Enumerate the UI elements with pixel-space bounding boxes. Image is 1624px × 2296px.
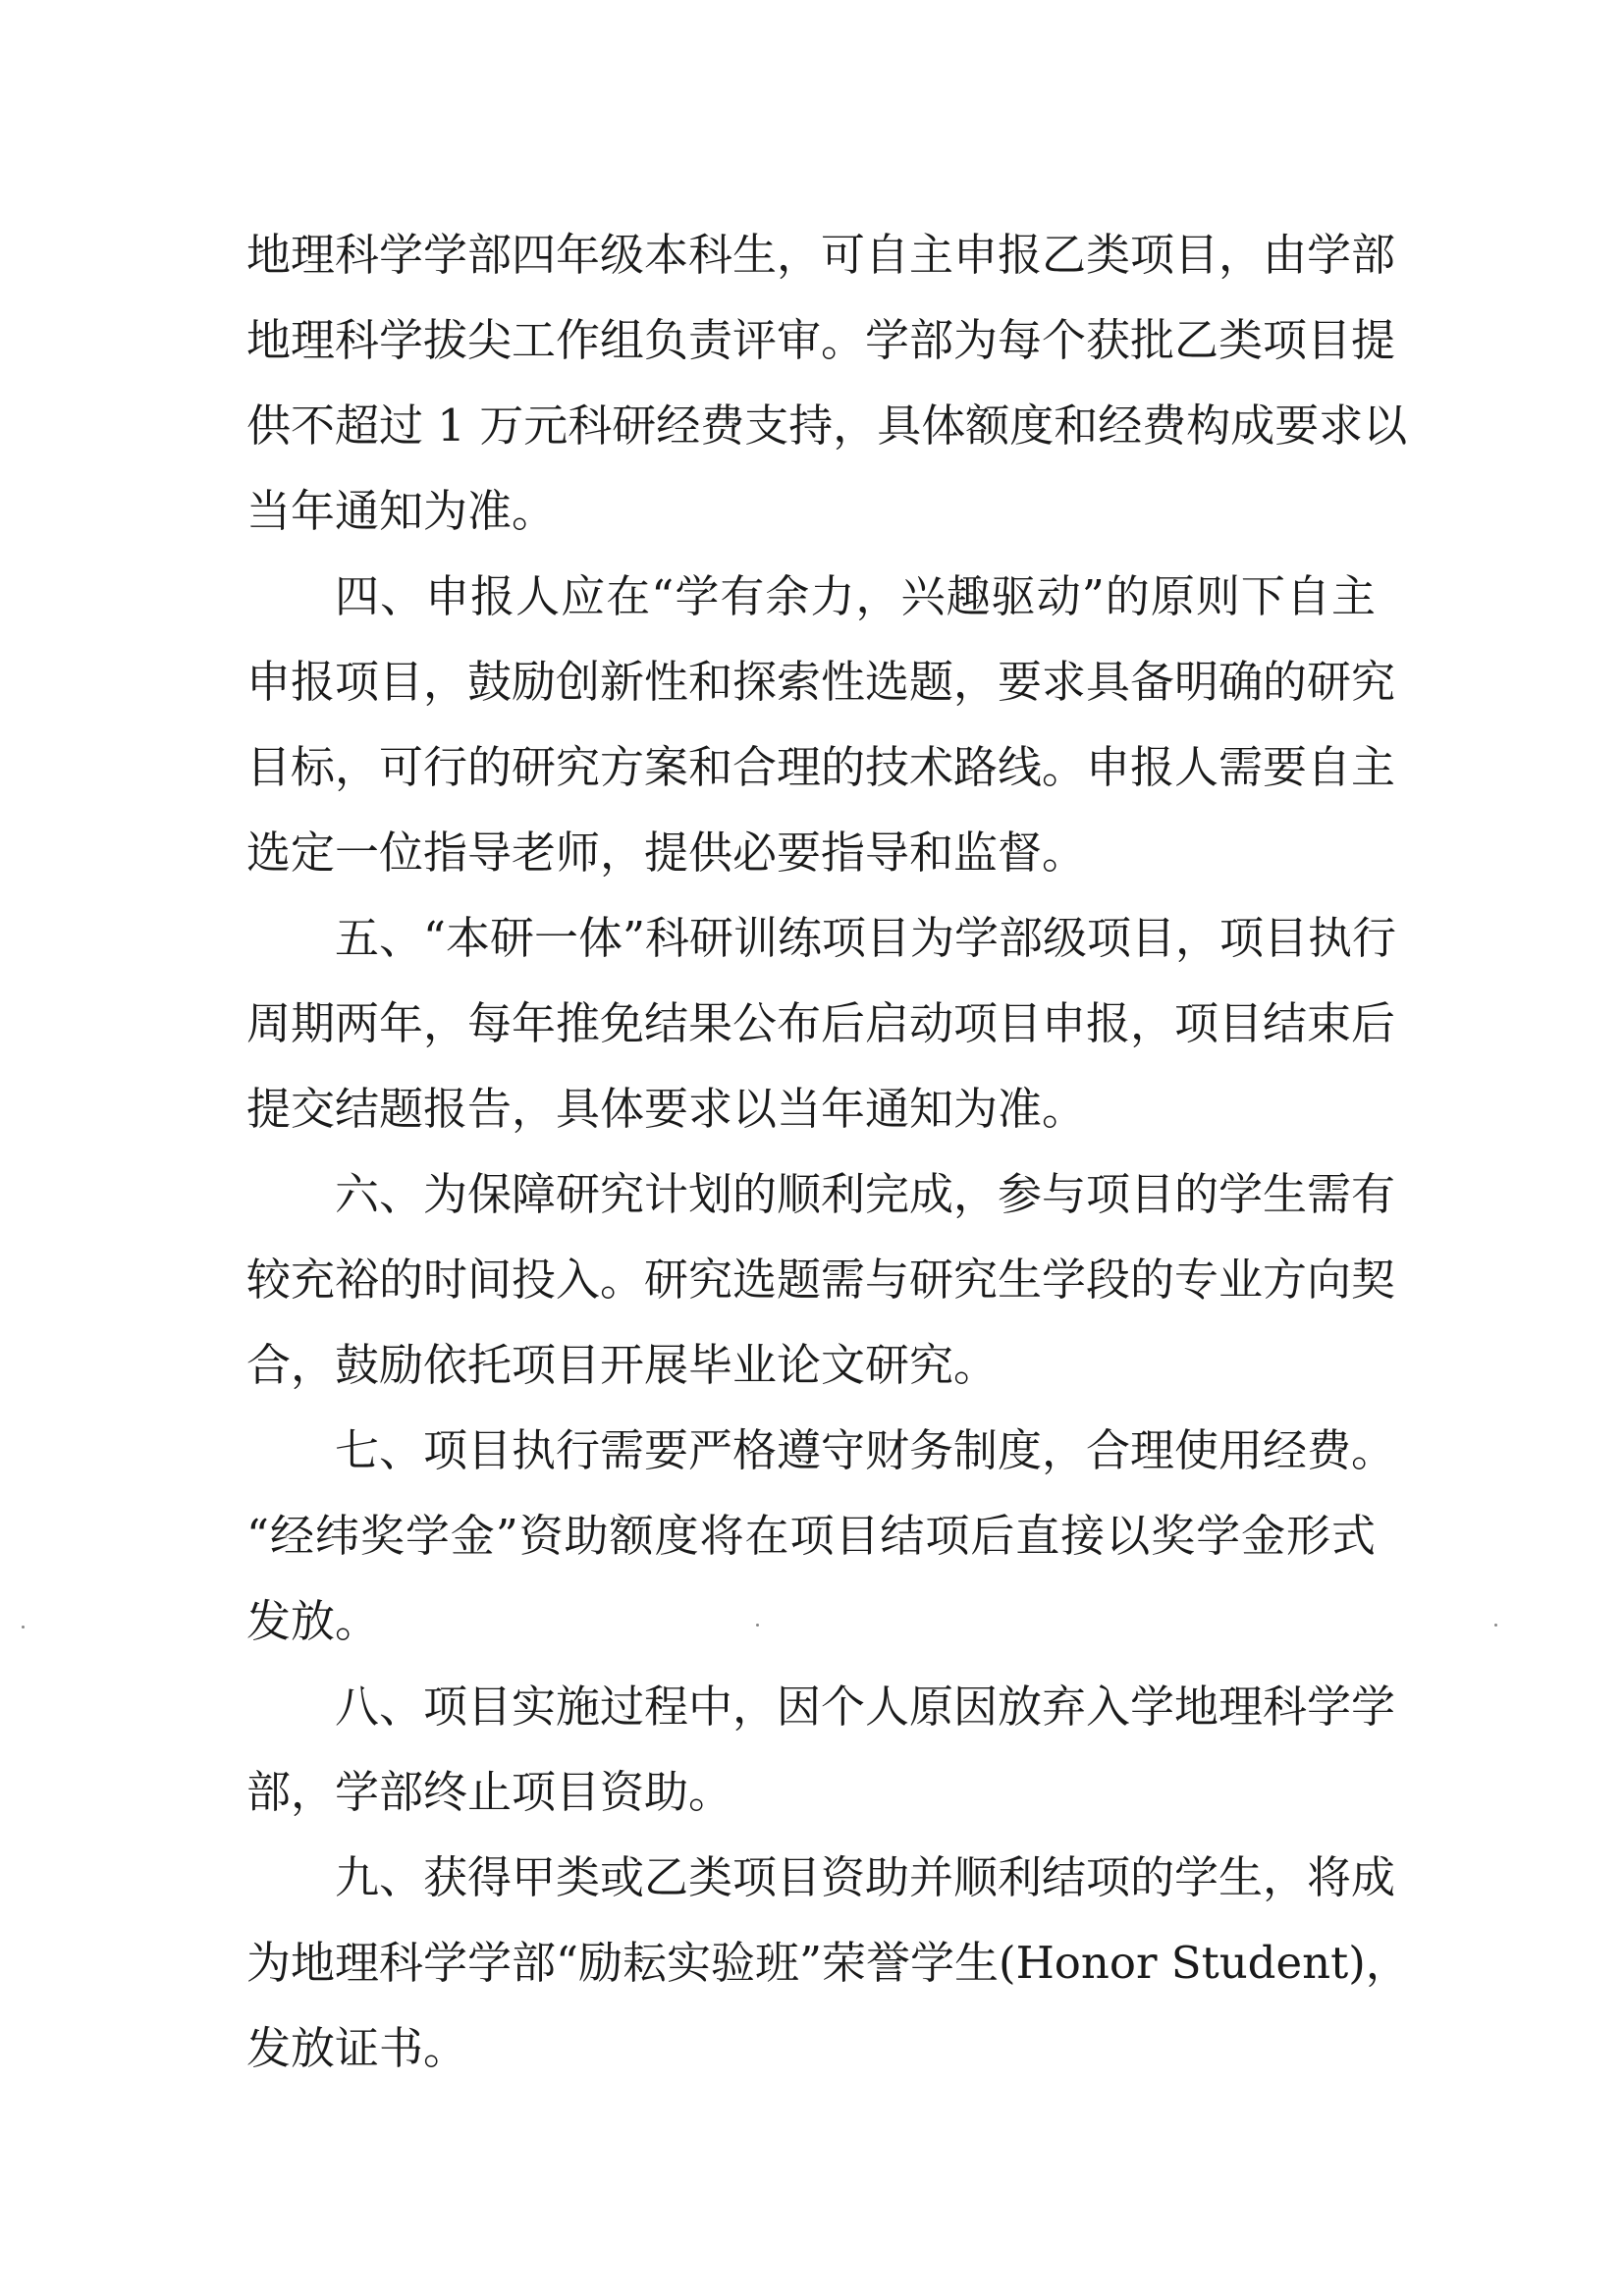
paragraph-first-line: 七、项目执行需要严格遵守财务制度，合理使用经费。 [335, 1424, 1396, 1476]
paragraph-first-line: 八、项目实施过程中，因个人原因放弃入学地理科学学 [335, 1681, 1396, 1733]
body-line: “经纬奖学金”资助额度将在项目结项后直接以奖学金形式 [246, 1510, 1376, 1562]
paragraph-first-line: 九、获得甲类或乙类项目资助并顺利结项的学生，将成 [335, 1851, 1396, 1903]
scan-speck [22, 1626, 25, 1629]
body-line: 选定一位指导老师，提供必要指导和监督。 [246, 827, 1087, 879]
paragraph-first-line: 六、为保障研究计划的顺利完成，参与项目的学生需有 [335, 1168, 1396, 1220]
body-line: 目标，可行的研究方案和合理的技术路线。申报人需要自主 [246, 741, 1396, 793]
body-line: 较充裕的时间投入。研究选题需与研究生学段的专业方向契 [246, 1254, 1396, 1306]
body-line: 发放。 [246, 1595, 380, 1647]
body-line: 为地理科学学部“励耘实验班”荣誉学生(Honor Student)， [246, 1937, 1410, 1989]
scan-speck [1494, 1624, 1497, 1627]
body-line: 当年通知为准。 [246, 485, 557, 537]
body-line: 发放证书。 [246, 2022, 468, 2074]
body-line: 部，学部终止项目资助。 [246, 1766, 733, 1818]
body-line: 地理科学学部四年级本科生，可自主申报乙类项目，由学部 [246, 229, 1396, 281]
body-line: 地理科学拔尖工作组负责评审。学部为每个获批乙类项目提 [246, 314, 1396, 366]
body-line: 供不超过 1 万元科研经费支持，具体额度和经费构成要求以 [246, 400, 1408, 452]
scan-speck [756, 1624, 759, 1627]
body-line: 申报项目，鼓励创新性和探索性选题，要求具备明确的研究 [246, 656, 1396, 708]
body-line: 提交结题报告，具体要求以当年通知为准。 [246, 1083, 1087, 1135]
body-line: 合，鼓励依托项目开展毕业论文研究。 [246, 1339, 999, 1391]
body-line: 周期两年，每年推免结果公布后启动项目申报，项目结束后 [246, 997, 1396, 1049]
paragraph-first-line: 四、申报人应在“学有余力，兴趣驱动”的原则下自主 [335, 570, 1376, 622]
paragraph-first-line: 五、“本研一体”科研训练项目为学部级项目，项目执行 [335, 912, 1397, 964]
